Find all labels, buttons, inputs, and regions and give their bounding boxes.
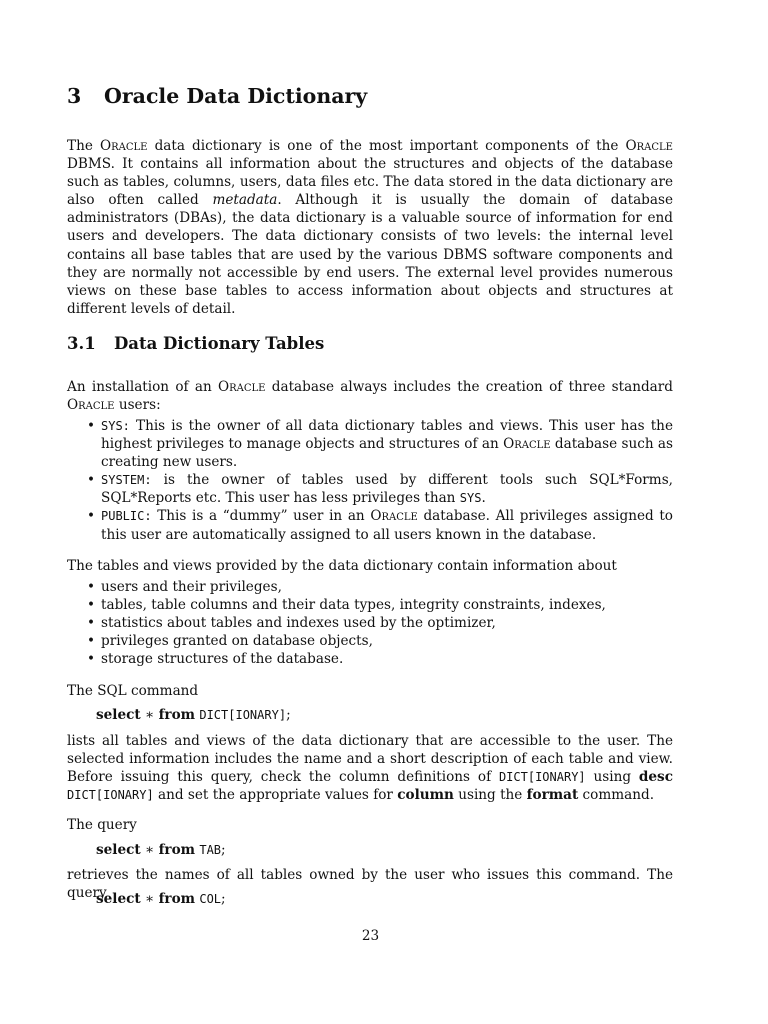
metadata-term: metadata	[212, 192, 278, 209]
subsection-title: Data Dictionary Tables	[114, 334, 325, 353]
section-title: Oracle Data Dictionary	[104, 84, 368, 108]
sql-query	[96, 890, 226, 908]
list-item: • SYS: This is the owner of all data dictionary tables and views. This user has the highest privileges to manage objects and structures of an Oracle database such as creating new users.	[87, 418, 674, 471]
page-number: 23	[361, 928, 380, 944]
text: ∗	[140, 842, 159, 858]
table-name: DICT[IONARY]	[199, 708, 287, 722]
text: database always includes the creation of three standard	[265, 379, 673, 395]
user-name: SYS:	[101, 419, 130, 433]
oracle-term: Oracle	[503, 436, 551, 453]
text: lists all tables and views of the data dictionary that are accessible to the user. The selected information includes the name and a short description of each table and view. Before issuing this query, check the column definitions of	[67, 733, 673, 786]
table-name: COL	[199, 892, 222, 906]
text: . Although it is usually the domain of database administrators (DBAs), the data dictionary is a valuable source of information for end users and developers. The data dictionary consists of two levels: the internal level contains all base tables that are used by the various DBMS software components and they are normally not accessible by end users. The external level provides numerous views on these base tables to access information about objects and structures at different levels of detail.	[67, 192, 673, 317]
text: users and their privileges,	[101, 579, 282, 595]
list-item: • storage structures of the database.	[87, 651, 344, 668]
oracle-term: Oracle	[99, 138, 148, 154]
info-intro: The tables and views provided by the data dictionary contain information about	[67, 558, 617, 574]
table-name: TAB	[199, 843, 222, 857]
retrieves-paragraph: retrieves the names of all tables owned by the user who issues this command. The query	[67, 867, 673, 902]
text: This is the owner of all data dictionary tables and views. This user has the highest privileges to manage objects and structures of an	[101, 418, 673, 453]
section-heading	[67, 84, 367, 108]
sql-query	[96, 706, 291, 724]
section-number: 3	[67, 84, 82, 108]
oracle-term: Oracle	[625, 138, 673, 154]
keyword: select	[96, 707, 141, 723]
lists-paragraph	[67, 732, 673, 804]
user-name: SYSTEM:	[101, 473, 152, 488]
code-term: DICT[IONARY]	[498, 770, 586, 785]
text: users:	[114, 397, 161, 414]
sql-intro: The SQL command	[67, 683, 199, 699]
text: tables, table columns and their data types, integrity constraints, indexes,	[101, 597, 606, 614]
keyword: select	[96, 842, 141, 858]
keyword: from	[158, 707, 196, 723]
oracle-term: Oracle	[67, 397, 115, 414]
oracle-term: Oracle	[218, 379, 266, 395]
keyword: column	[397, 787, 454, 804]
text: statistics about tables and indexes used by the optimizer,	[101, 615, 496, 632]
text: data dictionary is one of the most important components of the	[147, 138, 626, 154]
text: and set the appropriate values for	[153, 787, 398, 804]
sql-query	[96, 841, 226, 859]
text: using	[585, 769, 639, 786]
text: An installation of an	[67, 379, 218, 395]
users-list	[87, 417, 673, 544]
list-item: • users and their privileges,	[87, 579, 282, 595]
text: This is a “dummy” user in an	[151, 508, 371, 525]
text: ∗	[140, 891, 159, 907]
text: storage structures of the database.	[101, 651, 344, 668]
list-item: • tables, table columns and their data types, integrity constraints, indexes,	[87, 597, 606, 614]
list-item: • statistics about tables and indexes used by the optimizer,	[87, 615, 496, 632]
text: privileges granted on database objects,	[101, 633, 373, 650]
subsection-heading	[67, 334, 324, 353]
user-name: PUBLIC:	[101, 509, 152, 524]
text: ;	[221, 891, 226, 907]
keyword: from	[158, 842, 196, 858]
install-paragraph	[67, 378, 673, 414]
keyword: select	[96, 891, 141, 907]
keyword: from	[158, 891, 196, 907]
text: database. All privileges assigned to this user are automatically assigned to all users known in the database.	[101, 508, 673, 543]
text: ∗	[140, 707, 159, 723]
subsection-number: 3.1	[67, 334, 96, 353]
text: ;	[221, 842, 226, 858]
list-item: • PUBLIC: This is a “dummy” user in an Oracle database. All privileges assigned to this user are automatically assigned to all users known in the database.	[87, 508, 673, 543]
oracle-term: Oracle	[370, 508, 418, 525]
text: is the owner of tables used by different tools such SQL*Forms, SQL*Reports etc. This user has less privileges than	[101, 472, 673, 507]
text: command.	[578, 787, 655, 804]
text: ;	[286, 707, 291, 723]
text: using the	[453, 787, 527, 804]
keyword: desc	[638, 769, 673, 786]
text: The	[67, 138, 100, 154]
code-term: DICT[IONARY]	[67, 788, 154, 803]
intro-paragraph	[67, 137, 673, 318]
info-list	[87, 578, 673, 668]
query-intro: The query	[67, 817, 137, 833]
keyword: format	[526, 787, 579, 804]
list-item: • SYSTEM: is the owner of tables used by different tools such SQL*Forms, SQL*Reports etc. This user has less privileges than SYS.	[87, 472, 673, 507]
text: .	[481, 490, 486, 507]
code-term: SYS	[459, 491, 482, 506]
text: DBMS. It contains all information about the structures and objects of the database such as tables, columns, users, data files etc. The data stored in the data dictionary are also often called	[67, 156, 673, 209]
list-item: • privileges granted on database objects,	[87, 633, 373, 650]
text: database such as creating new users.	[101, 436, 674, 471]
